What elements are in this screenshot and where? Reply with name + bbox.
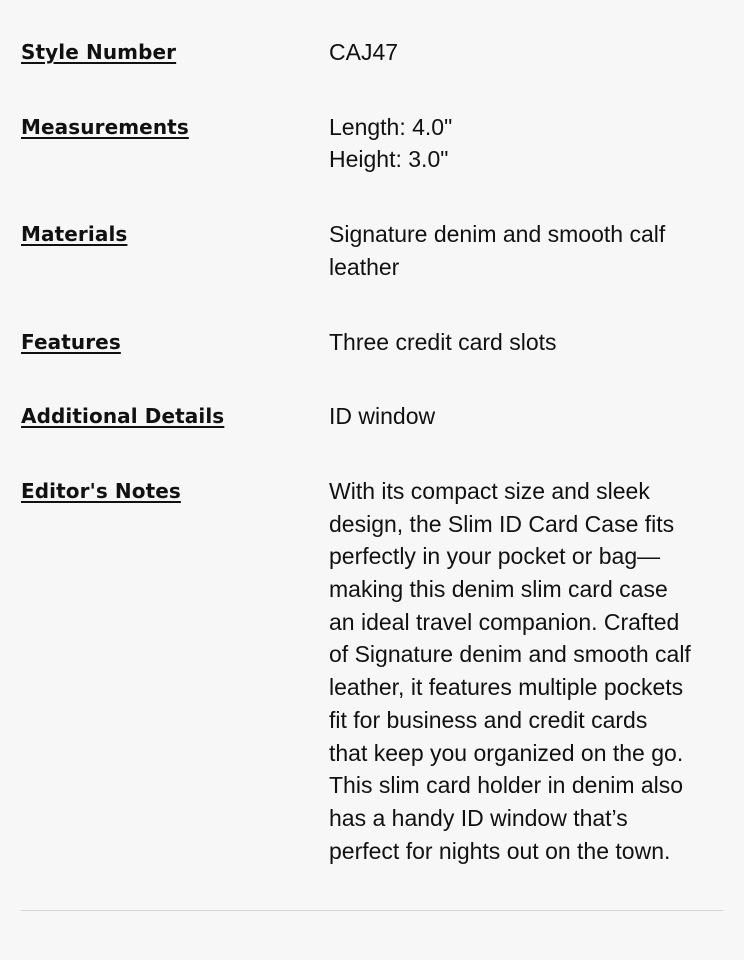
editors-notes-line: With its compact size and sleek [329, 477, 650, 504]
editors-notes-line: making this denim slim card case [329, 576, 668, 603]
materials-value-line: Signature denim and smooth calf [329, 221, 666, 248]
additional-details-value-line: ID window [329, 403, 436, 430]
spec-row-editors-notes [21, 475, 723, 867]
editors-notes-line: perfect for nights out on the town. [329, 837, 671, 864]
materials-value [329, 218, 723, 283]
editors-notes-line: an ideal travel companion. Crafted [329, 608, 680, 635]
measurements-value [329, 111, 723, 176]
features-label: Features [21, 329, 121, 354]
style-number-value-line: CAJ47 [329, 39, 399, 65]
editors-notes-line: design, the Slim ID Card Case fits [329, 510, 675, 537]
measurements-height: Height: 3.0" [329, 146, 449, 173]
additional-details-label: Additional Details [21, 404, 225, 429]
editors-notes-line: of Signature denim and smooth calf [329, 641, 691, 668]
section-divider [21, 910, 723, 911]
spec-row-measurements [21, 111, 723, 176]
editors-notes-line: perfectly in your pocket or bag— [329, 543, 661, 570]
product-details-list [21, 36, 723, 867]
editors-notes-label: Editor's Notes [21, 478, 181, 503]
materials-label: Materials [21, 222, 128, 247]
features-value-line: Three credit card slots [329, 328, 557, 355]
spec-row-additional-details [21, 400, 723, 433]
editors-notes-line: that keep you organized on the go. [329, 739, 684, 766]
editors-notes-line: leather, it features multiple pockets [329, 674, 684, 701]
editors-notes-line: fit for business and credit cards [329, 706, 648, 733]
style-number-label: Style Number [21, 40, 177, 64]
measurements-label: Measurements [21, 114, 189, 139]
editors-notes-line: has a handy ID window that’s [329, 804, 628, 831]
editors-notes-value [329, 475, 723, 867]
editors-notes-line: This slim card holder in denim also [329, 772, 684, 799]
additional-details-value [329, 400, 723, 433]
features-value [329, 326, 723, 359]
measurements-length: Length: 4.0" [329, 113, 453, 140]
spec-row-style-number [21, 36, 723, 69]
materials-value-line: leather [329, 253, 400, 280]
spec-row-materials [21, 218, 723, 283]
style-number-value [329, 36, 723, 69]
spec-row-features [21, 326, 723, 359]
